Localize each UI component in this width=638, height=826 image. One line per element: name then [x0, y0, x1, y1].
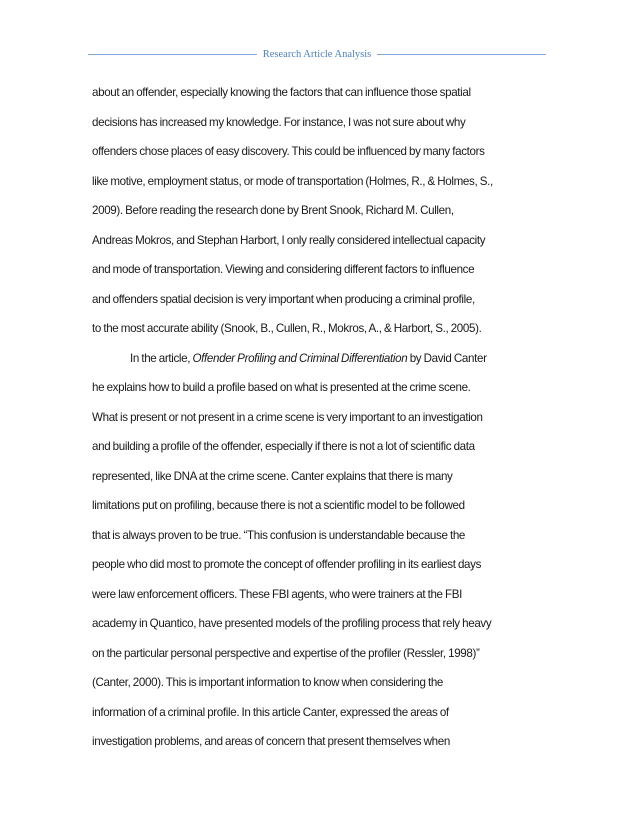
header-title: Research Article Analysis — [262, 48, 372, 60]
text-line: limitations put on profiling, because there is not a scientific model to be followed — [92, 499, 465, 512]
paragraph-1 — [92, 78, 548, 344]
text-line: (Canter, 2000). This is important information to know when considering the — [92, 676, 444, 689]
text-line: information of a criminal profile. In this article Canter, expressed the areas of — [92, 705, 449, 719]
text-line: that is always proven to be true. “This confusion is understandable because the — [92, 528, 466, 542]
text-line: Andreas Mokros, and Stephan Harbort, I only really considered intellectual capacity — [92, 233, 486, 247]
text-line: were law enforcement officers. These FBI agents, who were trainers at the FBI — [92, 587, 463, 601]
text-line: like motive, employment status, or mode of transportation (Holmes, R., & Holmes, S., — [92, 174, 493, 188]
text-line: and building a profile of the offender, especially if there is not a lot of scientific data — [92, 440, 475, 453]
document-body — [92, 78, 548, 757]
running-header — [88, 45, 546, 63]
text-line: to the most accurate ability (Snook, B., Cullen, R., Mokros, A., & Harbort, S., 2005). — [92, 322, 482, 335]
text-line: represented, like DNA at the crime scene. Canter explains that there is many — [92, 469, 453, 483]
text-line: 2009). Before reading the research done by Brent Snook, Richard M. Cullen, — [92, 204, 454, 217]
text-line: offenders chose places of easy discovery. This could be influenced by many factors — [92, 145, 485, 158]
text-line: academy in Quantico, have presented models of the profiling process that rely heavy — [92, 617, 492, 630]
article-title: Offender Profiling and Criminal Differentiation — [192, 351, 408, 365]
text-line: about an offender, especially knowing the factors that can influence those spatial — [92, 86, 471, 99]
header-rule-right — [377, 54, 546, 55]
text-line: investigation problems, and areas of concern that present themselves when — [92, 735, 450, 748]
paragraph-first-line — [92, 344, 548, 374]
text-line: he explains how to build a profile based on what is presented at the crime scene. — [92, 381, 471, 394]
header-rule-left — [88, 54, 257, 55]
text-line: and mode of transportation. Viewing and considering different factors to influence — [92, 263, 475, 276]
paragraph-2 — [92, 344, 548, 757]
text-line: and offenders spatial decision is very important when producing a criminal profile, — [92, 292, 475, 306]
text-line: What is present or not present in a crime scene is very important to an investigation — [92, 410, 483, 424]
text-line: people who did most to promote the concept of offender profiling in its earliest days — [92, 558, 482, 571]
text-run: In the article, — [130, 351, 193, 365]
text-line: decisions has increased my knowledge. For instance, I was not sure about why — [92, 115, 466, 129]
text-line: on the particular personal perspective and expertise of the profiler (Ressler, 1998)” — [92, 646, 480, 660]
text-run: by David Canter — [407, 351, 487, 365]
